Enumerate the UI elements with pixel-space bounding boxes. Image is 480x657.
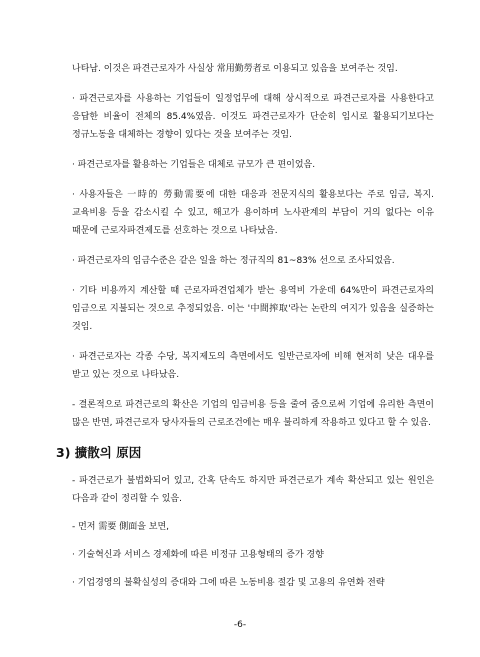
body-text <box>56 60 434 602</box>
bullet-paragraph-employer-motive: · 사용자들은 一時的 勞動需要에 대한 대응과 전문지식의 활용보다는 주로 임금, 복지.교육비용 등을 감소시킬 수 있고, 해고가 용이하며 노사관계의 부담이 거의 없다는 이유 때문에 근로자파견제도를 선호하는 것으로 나타났음. <box>72 190 434 236</box>
bullet-paragraph-uncertainty: · 기업경영의 불확실성의 증대와 그에 따른 노동비용 절감 및 고용의 유연화 전략 <box>72 578 385 588</box>
dash-paragraph-causes: - 파견근로가 불법화되어 있고, 간혹 단속도 하지만 파견근로가 계속 확산되고 있는 원인은 다음과 같이 정리할 수 있음. <box>72 476 434 504</box>
section-heading: 3) 擴散의 原因 <box>56 445 142 460</box>
bullet-paragraph-firm-size: · 파견근로자를 활용하는 기업들은 대체로 규모가 큰 편이었음. <box>72 160 316 170</box>
bullet-paragraph-tech-innovation: · 기술혁신과 서비스 경제화에 따른 비정규 고용형태의 증가 경향 <box>72 550 324 560</box>
bullet-paragraph-wage-level: · 파견근로자의 임금수준은 같은 일을 하는 정규직의 81~83% 선으로 조사되었음. <box>72 256 395 266</box>
bullet-paragraph-service-fee: · 기타 비용까지 계산할 때 근로자파견업체가 받는 용역비 가운데 64%만이 파견근로자의 임금으로 지불되는 것으로 추정되었음. 이는 '中間搾取'라는 논란의 여지가 있음을 실증하는 것임. <box>72 286 434 332</box>
bullet-paragraph-benefits: · 파견근로자는 각종 수당, 복지제도의 측면에서도 일반근로자에 비해 현저히 낮은 대우를 받고 있는 것으로 나타났음. <box>72 352 434 380</box>
bullet-paragraph-regular-use: · 파견근로자를 사용하는 기업들이 일정업무에 대해 상시적으로 파견근로자를 사용한다고 응답한 비율이 전체의 85.4%였음. 이것도 파견근로자가 단순히 임시로 활용되기보다는 정규노동을 대체하는 경향이 있다는 것을 보여주는 것임. <box>72 94 434 140</box>
dash-paragraph-conclusion: - 결론적으로 파견근로의 확산은 기업의 임금비용 등을 줄여 줌으로써 기업에 유리한 측면이 많은 반면, 파견근로자 당사자들의 근로조건에는 매우 불리하게 작용하고 있다고 할 수 있음. <box>72 400 434 428</box>
page-number: -6- <box>233 620 247 630</box>
dash-paragraph-demand-side: - 먼저 需要 側面을 보면, <box>72 522 170 532</box>
paragraph-continued: 나타남. 이것은 파견근로자가 사실상 常用勤勞者로 이용되고 있음을 보여주는 것임. <box>72 64 398 74</box>
